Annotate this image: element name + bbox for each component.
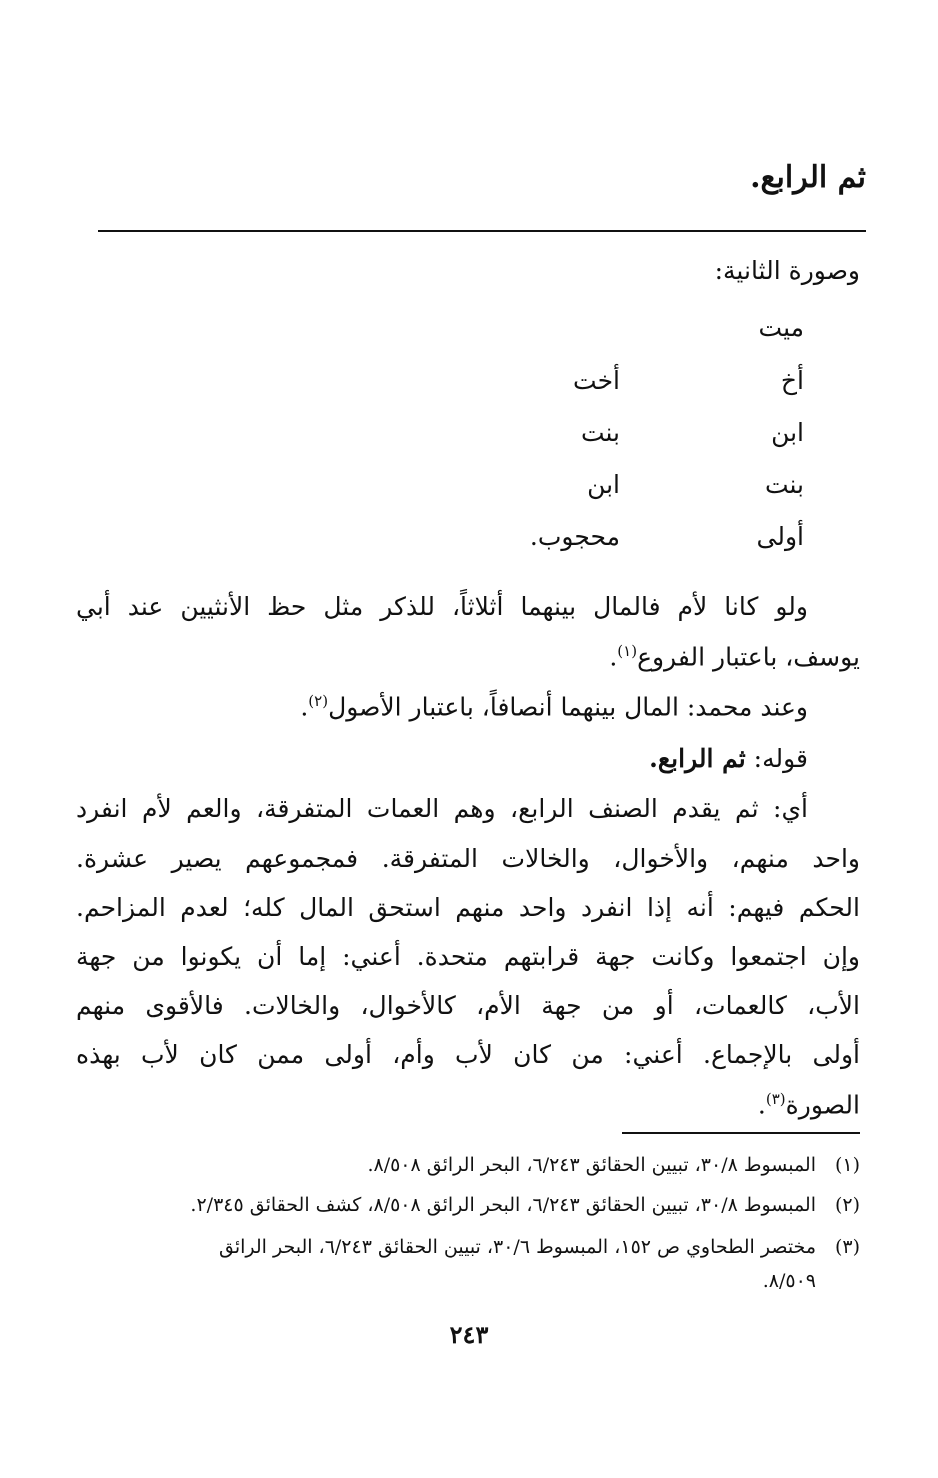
scheme-deceased: ميت <box>758 313 804 342</box>
paragraph-line: أي: ثم يقدم الصنف الرابع، وهم العمات المتفرقة، والعم لأم انفرد <box>76 794 808 823</box>
scheme-row-a: بنت <box>764 470 804 499</box>
paragraph-text: الصورة <box>785 1090 860 1120</box>
paragraph-punct: . <box>300 692 309 722</box>
paragraph-text: وعند محمد: المال بينهما أنصافاً، باعتبار الأصول <box>328 692 808 722</box>
paragraph-text: يوسف، باعتبار الفروع <box>637 642 860 672</box>
page-header-title: ثم الرابع. <box>750 160 866 195</box>
scheme-row-a: أخ <box>780 366 804 395</box>
footnote-ref[interactable]: (١) <box>617 642 638 660</box>
header-divider <box>98 230 866 232</box>
footnote-text: المبسوط ٣٠/٨، تبيين الحقائق ٦/٢٤٣، البحر الرائق ٨/٥٠٨. <box>367 1154 816 1176</box>
footnote-number: (٢) <box>834 1194 860 1216</box>
paragraph-punct: . <box>757 1090 766 1120</box>
paragraph-line <box>300 692 808 722</box>
footnote-continuation: ٨/٥٠٩. <box>762 1270 816 1292</box>
scheme-row-b: ابن <box>587 470 620 499</box>
scheme-intro: وصورة الثانية: <box>714 256 860 285</box>
quote-bold: ثم الرابع. <box>649 744 746 773</box>
paragraph-line: الحكم فيهم: أنه إذا انفرد واحد منهم استحق المال كله؛ لعدم المزاحم. <box>76 893 860 922</box>
quote-line <box>649 746 808 771</box>
paragraph-line <box>757 1090 860 1120</box>
scheme-row-b: بنت <box>580 418 620 447</box>
footnote-number: (٣) <box>834 1236 860 1258</box>
scheme-row-a: ابن <box>771 418 804 447</box>
footnote-ref[interactable]: (٣) <box>765 1090 786 1108</box>
scheme-row-b: محجوب. <box>529 522 620 551</box>
footnote <box>219 1236 860 1258</box>
footnote-ref[interactable]: (٢) <box>308 692 329 710</box>
footnote-number: (١) <box>834 1154 860 1176</box>
scheme-row-a: أولى <box>756 522 804 551</box>
paragraph-line: واحد منهم، والأخوال، والخالات المتفرقة. فمجموعهم يصير عشرة. <box>76 844 860 873</box>
footnote-text: المبسوط ٣٠/٨، تبيين الحقائق ٦/٢٤٣، البحر الرائق ٨/٥٠٨، كشف الحقائق ٢/٣٤٥. <box>190 1194 816 1216</box>
scheme-row-b: أخت <box>573 366 620 395</box>
paragraph-line: وإن اجتمعوا وكانت جهة قرابتهم متحدة. أعني: إما أن يكونوا من جهة <box>76 942 860 971</box>
footnote-text: مختصر الطحاوي ص ١٥٢، المبسوط ٣٠/٦، تبيين الحقائق ٦/٢٤٣، البحر الرائق <box>218 1236 816 1258</box>
footnote <box>367 1154 860 1176</box>
paragraph-punct: . <box>609 642 618 672</box>
paragraph-line: ولو كانا لأم فالمال بينهما أثلاثاً، للذكر مثل حظ الأنثيين عند أبي <box>76 592 808 621</box>
paragraph-line <box>609 642 860 672</box>
page-number: ٢٤٣ <box>449 1320 489 1349</box>
footnote <box>190 1194 860 1216</box>
paragraph-line: الأب، كالعمات، أو من جهة الأم، كالأخوال، والخالات. فالأقوى منهم <box>76 991 860 1020</box>
quote-prefix: قوله: <box>745 744 808 773</box>
footnote-divider <box>622 1132 860 1134</box>
paragraph-line: أولى بالإجماع. أعني: من كان لأب وأم، أولى ممن كان لأب بهذه <box>76 1040 860 1069</box>
